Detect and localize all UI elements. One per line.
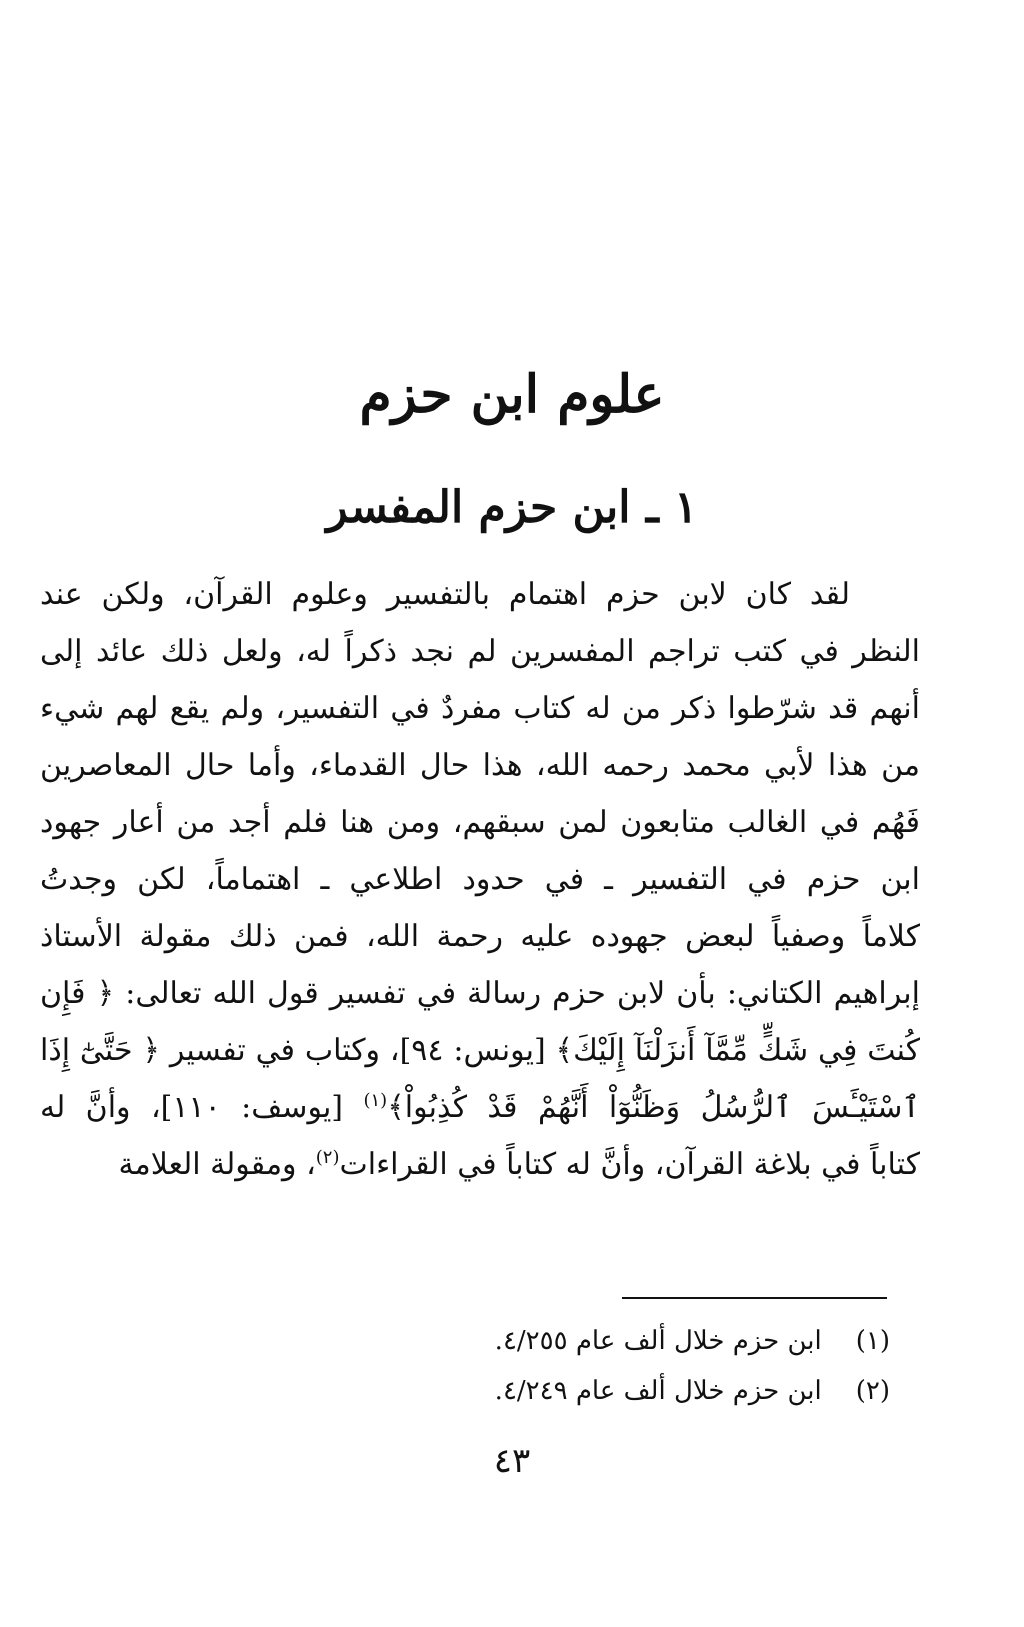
body-line (40, 1136, 920, 1193)
body-line: ابن حزم في التفسير ـ في حدود اطلاعي ـ اهتماماً، لكن وجدتُ (40, 862, 920, 897)
body-line: أنهم قد شرّطوا ذكر من له كتاب مفردٌ في التفسير، ولم يقع لهم شيء (40, 691, 920, 726)
body-line: النظر في كتب تراجم المفسرين لم نجد ذكراً له، ولعل ذلك عائد إلى (40, 634, 920, 669)
quran-verse-text: ٱسْتَيْـَٔسَ ٱلرُّسُلُ وَظَنُّوٓاْ أَنَّهُمْ قَدْ كُذِبُواْ﴾ (387, 1090, 920, 1125)
body-line: لقد كان لابن حزم اهتمام بالتفسير وعلوم القرآن، ولكن عند (40, 577, 850, 612)
footnote-number: (١) (855, 1326, 890, 1356)
body-line: فَهُم في الغالب متابعون لمن سبقهم، ومن هنا فلم أجد من أعار جهود (40, 805, 920, 840)
footnote (300, 1366, 890, 1416)
chapter-title: علوم ابن حزم (359, 364, 665, 425)
body-line: من هذا لأبي محمد رحمه الله، هذا حال القدماء، وأما حال المعاصرين (40, 748, 920, 783)
footnote-text: ابن حزم خلال ألف عام ٤/٢٥٥. (494, 1326, 822, 1356)
body-line: كُنتَ فِي شَكٍّ مِّمَّآ أَنزَلْنَآ إِلَيْكَ﴾ [يونس: ٩٤]، وكتاب في تفسير ﴿ حَتَّىٰٓ إِذَا (40, 1033, 920, 1068)
footnote-number: (٢) (855, 1376, 890, 1406)
body-text: كتاباً في بلاغة القرآن، وأنَّ له كتاباً في القراءات (339, 1147, 920, 1182)
body-line (40, 1079, 920, 1136)
body-text: ، ومقولة العلامة (118, 1147, 316, 1182)
body-paragraph (40, 566, 920, 1193)
body-line: إبراهيم الكتاني: بأن لابن حزم رسالة في تفسير قول الله تعالى: ﴿ فَإِن (40, 976, 920, 1011)
body-line: كلاماً وصفياً لبعض جهوده عليه رحمة الله، فمن ذلك مقولة الأستاذ (40, 919, 920, 954)
footnote-marker: (١) (363, 1090, 388, 1111)
footnote-separator (622, 1297, 887, 1299)
page-number: ٤٣ (493, 1441, 531, 1481)
verse-reference: [يوسف: ١١٠]، وأنَّ له (40, 1090, 364, 1125)
footnotes (300, 1316, 890, 1416)
section-title: ١ ـ ابن حزم المفسر (326, 482, 698, 533)
footnote-text: ابن حزم خلال ألف عام ٤/٢٤٩. (494, 1376, 822, 1406)
footnote (300, 1316, 890, 1366)
footnote-marker: (٢) (315, 1147, 340, 1168)
